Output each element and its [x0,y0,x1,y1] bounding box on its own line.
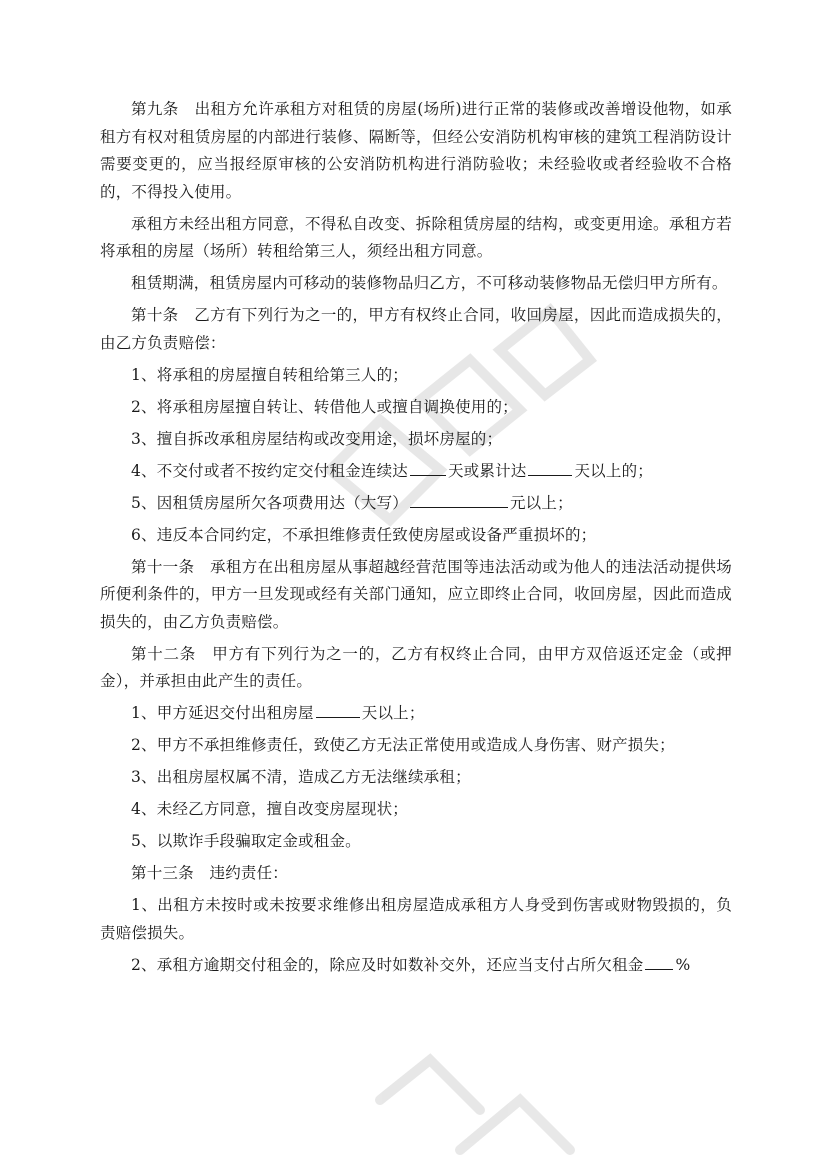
article-12-item-3: 3、出租房屋权属不清，造成乙方无法继续承租； [131,768,471,786]
item-4-text-c: 天以上的； [574,461,653,480]
article-10-item-2: 2、将承租房屋擅自转让、转借他人或擅自调换使用的； [131,397,518,416]
article-12-item-1 [100,700,732,728]
article-13: 第十三条 违约责任： [131,864,289,882]
article-10-item-5 [100,490,732,518]
cumulative-days-blank [528,461,572,476]
article-10-item-3: 3、擅自拆改承租房屋结构或改变用途，损坏房屋的； [131,429,503,448]
article-12-item-2: 2、甲方不承担维修责任，致使乙方无法正常使用或造成人身伤害、财产损失； [131,736,675,754]
article-10-item-1: 1、将承租的房屋擅自转租给第三人的； [131,365,408,384]
item-13-2-text-b: % [675,955,691,974]
late-fee-percent-blank [645,955,673,970]
article-11: 第十一条 承租方在出租房屋从事超越经营范围等违法活动或为他人的违法活动提供场所便利条件的，甲方一旦发现或经有关部门通知，应立即终止合同，收回房屋，因此而造成损失的，由乙方负责赔偿。 [100,557,732,631]
item-5-text-b: 元以上； [509,493,573,512]
article-9-expiry: 租赁期满，租赁房屋内可移动的装修物品归乙方，不可移动装修物品无偿归甲方所有。 [131,274,728,292]
item-12-1-text-b: 天以上； [361,704,425,722]
article-12-item-4: 4、未经乙方同意，擅自改变房屋现状； [131,800,408,818]
item-12-1-text-a: 1、甲方延迟交付出租房屋 [131,704,314,722]
item-4-text-a: 4、不交付或者不按约定交付租金连续达 [131,461,408,480]
article-9: 第九条 出租方允许承租方对租赁的房屋(场所)进行正常的装修或改善增设他物，如承租方有权对租赁房屋的内部进行装修、隔断等，但经公安消防机构审核的建筑工程消防设计需要变更的，应当报经原审核的公安消防机构进行消防验收；未经验收或者经验收不合格的，不得投入使用。 [100,100,732,201]
item-5-text-a: 5、因租赁房屋所欠各项费用达（大写） [131,493,408,512]
amount-blank [410,493,508,508]
item-13-2-text-a: 2、承租方逾期交付租金的，除应及时如数补交外，还应当支付占所欠租金 [131,955,644,974]
article-10-item-6: 6、违反本合同约定，不承担维修责任致使房屋或设备严重损坏的； [131,525,597,544]
article-12-item-5: 5、以欺诈手段骗取定金或租金。 [131,832,361,850]
contract-body [100,96,732,984]
article-13-item-1: 1、出租方未按时或未按要求维修出租房屋造成承租方人身受到伤害或财物毁损的，负责赔偿损失。 [100,896,732,942]
delay-days-blank [316,703,360,718]
article-13-item-2 [100,952,732,980]
article-12: 第十二条 甲方有下列行为之一的，乙方有权终止合同，由甲方双倍返还定金（或押金），并承担由此产生的责任。 [100,644,732,690]
article-9-sublet: 承租方未经出租方同意，不得私自改变、拆除租赁房屋的结构，或变更用途。承租方若将承租的房屋（场所）转租给第三人，须经出租方同意。 [100,214,732,260]
consecutive-days-blank [410,461,446,476]
article-10-item-4 [100,458,732,486]
item-4-text-b: 天或累计达 [447,461,527,480]
article-10: 第十条 乙方有下列行为之一的，甲方有权终止合同，收回房屋，因此而造成损失的，由乙方负责赔偿： [100,306,732,352]
